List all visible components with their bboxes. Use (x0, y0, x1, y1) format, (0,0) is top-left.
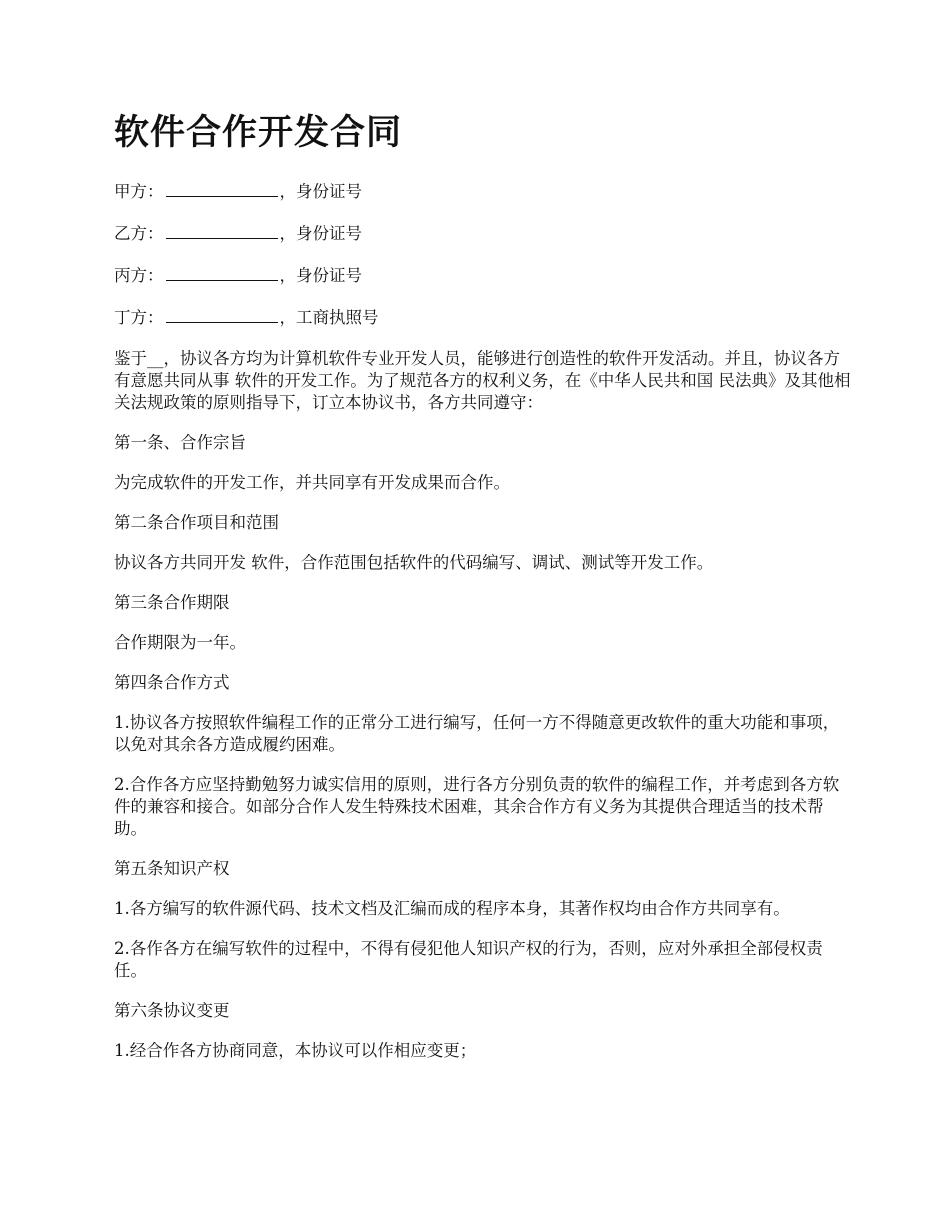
document-title: 软件合作开发合同 (114, 113, 403, 153)
article-3-para-1: 合作期限为一年。 (114, 633, 246, 652)
party-d-suffix: ，工商执照号 (279, 308, 379, 327)
party-a-label: 甲方： (114, 182, 164, 201)
article-2-heading: 第二条合作项目和范围 (114, 513, 279, 532)
article-4-heading: 第四条合作方式 (114, 673, 230, 692)
article-5-para-1: 1.各方编写的软件源代码、技术文档及汇编而成的程序本身，其著作权均由合作方共同享有。 (114, 899, 790, 918)
article-1-para-1: 为完成软件的开发工作，并共同享有开发成果而合作。 (114, 473, 510, 492)
party-a-blank (166, 180, 278, 197)
party-b-line (114, 222, 854, 245)
party-d-blank (166, 306, 278, 323)
party-b-suffix: ，身份证号 (279, 224, 362, 243)
article-4-para-1: 1.协议各方按照软件编程工作的正常分工进行编写，任何一方不得随意更改软件的重大功能和事项，以免对其余各方造成履约困难。 (114, 713, 840, 754)
document-page (114, 108, 854, 1080)
party-d-label: 丁方： (114, 308, 164, 327)
party-c-line (114, 264, 854, 287)
article-2-para-1: 协议各方共同开发 软件，合作范围包括软件的代码编写、调试、测试等开发工作。 (114, 553, 714, 572)
article-6-heading: 第六条协议变更 (114, 1001, 230, 1020)
party-d-line (114, 306, 854, 329)
party-c-label: 丙方： (114, 266, 164, 285)
party-c-suffix: ，身份证号 (279, 266, 362, 285)
party-c-blank (166, 264, 278, 281)
article-1-heading: 第一条、合作宗旨 (114, 433, 246, 452)
party-b-blank (166, 222, 278, 239)
article-5-para-2: 2.各作各方在编写软件的过程中，不得有侵犯他人知识产权的行为，否则，应对外承担全部侵权责任。 (114, 939, 823, 980)
preamble: 鉴于__，协议各方均为计算机软件专业开发人员，能够进行创造性的软件开发活动。并且，协议各方有意愿共同从事 软件的开发工作。为了规范各方的权利义务，在《中华人民共和国 民法典》及其他相关法规政策的原则指导下，订立本协议书，各方共同遵守： (114, 349, 851, 412)
party-b-label: 乙方： (114, 224, 164, 243)
article-3-heading: 第三条合作期限 (114, 593, 230, 612)
party-a-suffix: ，身份证号 (279, 182, 362, 201)
article-5-heading: 第五条知识产权 (114, 859, 230, 878)
article-4-para-2: 2.合作各方应坚持勤勉努力诚实信用的原则，进行各方分别负责的软件的编程工作，并考虑到各方软件的兼容和接合。如部分合作人发生特殊技术困难，其余合作方有义务为其提供合理适当的技术帮助。 (114, 775, 840, 838)
article-6-para-1: 1.经合作各方协商同意，本协议可以作相应变更； (114, 1041, 477, 1060)
party-a-line (114, 180, 854, 203)
